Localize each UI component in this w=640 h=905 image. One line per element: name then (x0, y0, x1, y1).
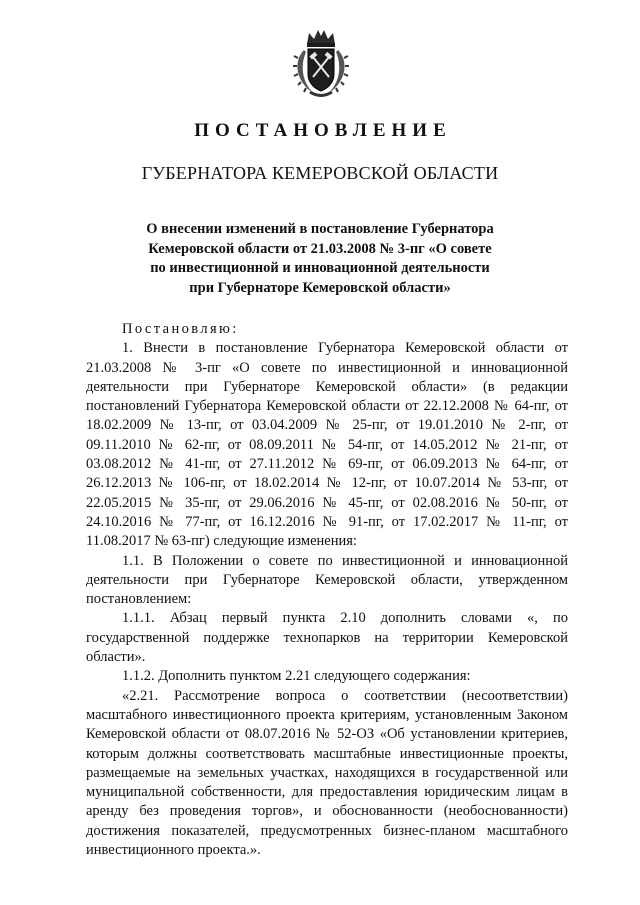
title-line: при Губернаторе Кемеровской области» (189, 279, 451, 296)
issuing-authority: ГУБЕРНАТОРА КЕМЕРОВСКОЙ ОБЛАСТИ (141, 163, 499, 183)
paragraph-1-1-1: 1.1.1. Абзац первый пункта 2.10 дополнить словами «, по государственной поддержке технопарков на территории Кемеровской области». (86, 610, 568, 666)
document-body (86, 320, 568, 860)
kemerovo-coat-of-arms-icon (292, 28, 350, 100)
paragraph-1-1-2: 1.1.2. Дополнить пунктом 2.21 следующего содержания: (122, 668, 471, 685)
title-line: по инвестиционной и инновационной деятельности (150, 260, 490, 276)
document-title (130, 220, 510, 298)
paragraph-1: 1. Внести в постановление Губернатора Кемеровской области от 21.03.2008 № 3-пг «О совете по инвестиционной и инновационной деятельности при Губернаторе Кемеровской области» (в редакции постановлений Губернатора Кемеровской области от 22.12.2008 № 64-пг, от 18.02.2009 № 13-пг, от 03.04.2009 № 25-пг, от 19.01.2010 № 2-пг, от 09.11.2010 № 62-пг, от 08.09.2011 № 54-пг, от 14.05.2012 № 21-пг, от 03.08.2012 № 41-пг, от 27.11.2012 № 69-пг, от 06.09.2013 № 64-пг, от 26.12.2013 № 106-пг, от 18.02.2014 № 12-пг, от 10.07.2014 № 53-пг, от 22.05.2015 № 35-пг, от 29.06.2016 № 45-пг, от 02.08.2016 № 50-пг, от 24.10.2016 № 77-пг, от 16.12.2016 № 91-пг, от 17.02.2017 № 11-пг, от 11.08.2017 № 63-пг) следующие изменения: (86, 340, 568, 550)
paragraph-2-21: «2.21. Рассмотрение вопроса о соответствии (несоответствии) масштабного инвестиционного проекта критериям, установленным Законом Кемеровской области от 08.07.2016 № 52-ОЗ «Об установлении критериев, которым должны соответствовать масштабные инвестиционные проекты, размещаемые на земельных участках, находящихся в государственной или муниципальной собственности, для предоставления юридическим лицам в аренду без проведения торгов», и обоснованности (необоснованности) достижения показателей, предусмотренных бизнес-планом масштабного инвестиционного проекта.». (86, 687, 568, 859)
decree-phrase: Постановляю: (122, 321, 239, 337)
title-line: Кемеровской области от 21.03.2008 № 3-пг «О совете (148, 240, 492, 257)
paragraph-1-1: 1.1. В Положении о совете по инвестиционной и инновационной деятельности при Губернаторе Кемеровской области, утвержденном постановлением: (86, 552, 568, 608)
title-line: О внесении изменений в постановление Губернатора (146, 221, 494, 237)
document-type: ПОСТАНОВЛЕНИЕ (194, 120, 452, 141)
